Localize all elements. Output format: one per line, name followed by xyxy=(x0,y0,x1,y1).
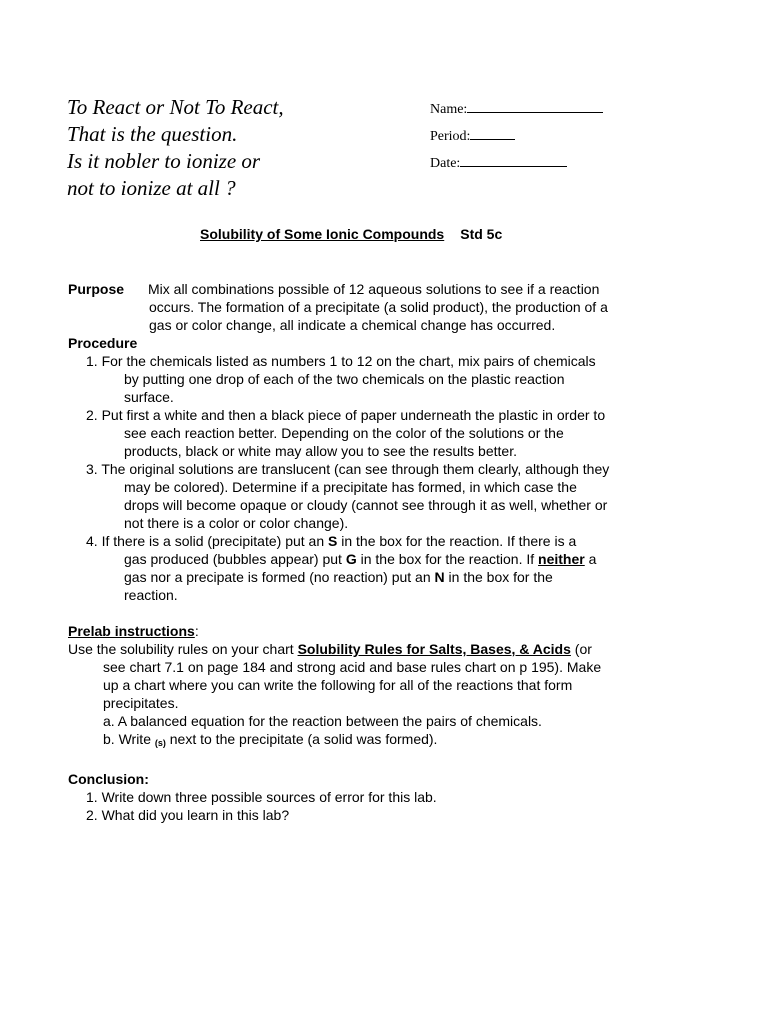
prelab-item: a. A balanced equation for the reaction between the pairs of chemicals. xyxy=(103,713,542,729)
no-reaction-mark: N xyxy=(434,569,445,585)
solid-mark: S xyxy=(328,533,338,549)
procedure-text: in the box for the reaction. If xyxy=(356,551,539,567)
procedure-text: gas produced (bubbles appear) put xyxy=(124,551,346,567)
prelab-text: see chart 7.1 on page 184 and strong acid and base rules chart on p 195). Make xyxy=(103,659,602,675)
purpose-text: occurs. The formation of a precipitate (a solid product), the production of a xyxy=(149,299,608,315)
period-field[interactable] xyxy=(430,126,603,153)
header-poem xyxy=(67,94,284,202)
neither-emphasis: neither xyxy=(538,551,585,567)
procedure-item: surface. xyxy=(124,389,174,405)
period-blank[interactable] xyxy=(470,126,515,140)
procedure-item: may be colored). Determine if a precipitate has formed, in which case the xyxy=(124,479,577,495)
prelab-heading-text: Prelab instructions xyxy=(68,623,195,639)
purpose-section xyxy=(68,280,668,298)
prelab-item xyxy=(68,730,668,752)
prelab-text: b. Write xyxy=(103,731,155,747)
title-main: Solubility of Some Ionic Compounds xyxy=(200,226,445,242)
procedure-item: 3. The original solutions are translucent (can see through them clearly, although they xyxy=(86,461,610,477)
period-label: Period: xyxy=(430,129,471,144)
solid-subscript: (s) xyxy=(154,738,166,748)
conclusion-heading: Conclusion: xyxy=(68,771,149,787)
procedure-text: in the box for the reaction. If there is a xyxy=(337,533,577,549)
page-title xyxy=(200,226,502,242)
title-standard: Std 5c xyxy=(460,226,503,242)
worksheet-body xyxy=(68,280,668,824)
conclusion-item: 2. What did you learn in this lab? xyxy=(86,807,290,823)
conclusion-item: 1. Write down three possible sources of error for this lab. xyxy=(86,789,437,805)
purpose-label: Purpose xyxy=(68,281,125,297)
date-field[interactable] xyxy=(430,153,603,180)
solubility-rules-reference: Solubility Rules for Salts, Bases, & Acids xyxy=(297,641,571,657)
prelab-heading xyxy=(68,622,668,640)
procedure-item xyxy=(68,550,668,568)
procedure-heading: Procedure xyxy=(68,335,138,351)
procedure-item: see each reaction better. Depending on the color of the solutions or the xyxy=(124,425,564,441)
poem-line: That is the question. xyxy=(67,122,238,146)
prelab-text: up a chart where you can write the following for all of the reactions that form xyxy=(103,677,573,693)
procedure-item: 2. Put first a white and then a black piece of paper underneath the plastic in order to xyxy=(86,407,606,423)
purpose-text: Mix all combinations possible of 12 aqueous solutions to see if a reaction xyxy=(148,281,600,297)
procedure-item xyxy=(68,532,668,550)
procedure-text: in the box for the xyxy=(444,569,553,585)
prelab-text: (or xyxy=(570,641,592,657)
procedure-text: a xyxy=(584,551,597,567)
date-blank[interactable] xyxy=(460,153,567,167)
name-field[interactable] xyxy=(430,99,603,126)
prelab-text xyxy=(68,640,668,658)
date-label: Date: xyxy=(430,156,461,171)
name-blank[interactable] xyxy=(467,99,603,113)
name-label: Name: xyxy=(430,102,468,117)
procedure-item: reaction. xyxy=(124,587,178,603)
procedure-item: products, black or white may allow you to see the results better. xyxy=(124,443,517,459)
prelab-text: next to the precipitate (a solid was formed). xyxy=(165,731,438,747)
procedure-item: by putting one drop of each of the two chemicals on the plastic reaction xyxy=(124,371,565,387)
poem-line: not to ionize at all ? xyxy=(67,176,236,200)
procedure-item: 1. For the chemicals listed as numbers 1 to 12 on the chart, mix pairs of chemicals xyxy=(86,353,596,369)
poem-line: Is it nobler to ionize or xyxy=(67,149,261,173)
procedure-text: 4. If there is a solid (precipitate) put an xyxy=(86,533,329,549)
purpose-text: gas or color change, all indicate a chemical change has occurred. xyxy=(149,317,556,333)
prelab-text: precipitates. xyxy=(103,695,179,711)
procedure-item: drops will become opaque or cloudy (cannot see through it as well, whether or xyxy=(124,497,608,513)
prelab-colon: : xyxy=(194,623,199,639)
procedure-item: not there is a color or color change). xyxy=(124,515,349,531)
poem-line: To React or Not To React, xyxy=(67,95,284,119)
student-info-fields xyxy=(430,99,603,180)
gas-mark: G xyxy=(345,551,357,567)
procedure-item xyxy=(68,568,668,586)
procedure-text: gas nor a precipate is formed (no reaction) put an xyxy=(124,569,435,585)
prelab-text: Use the solubility rules on your chart xyxy=(68,641,298,657)
